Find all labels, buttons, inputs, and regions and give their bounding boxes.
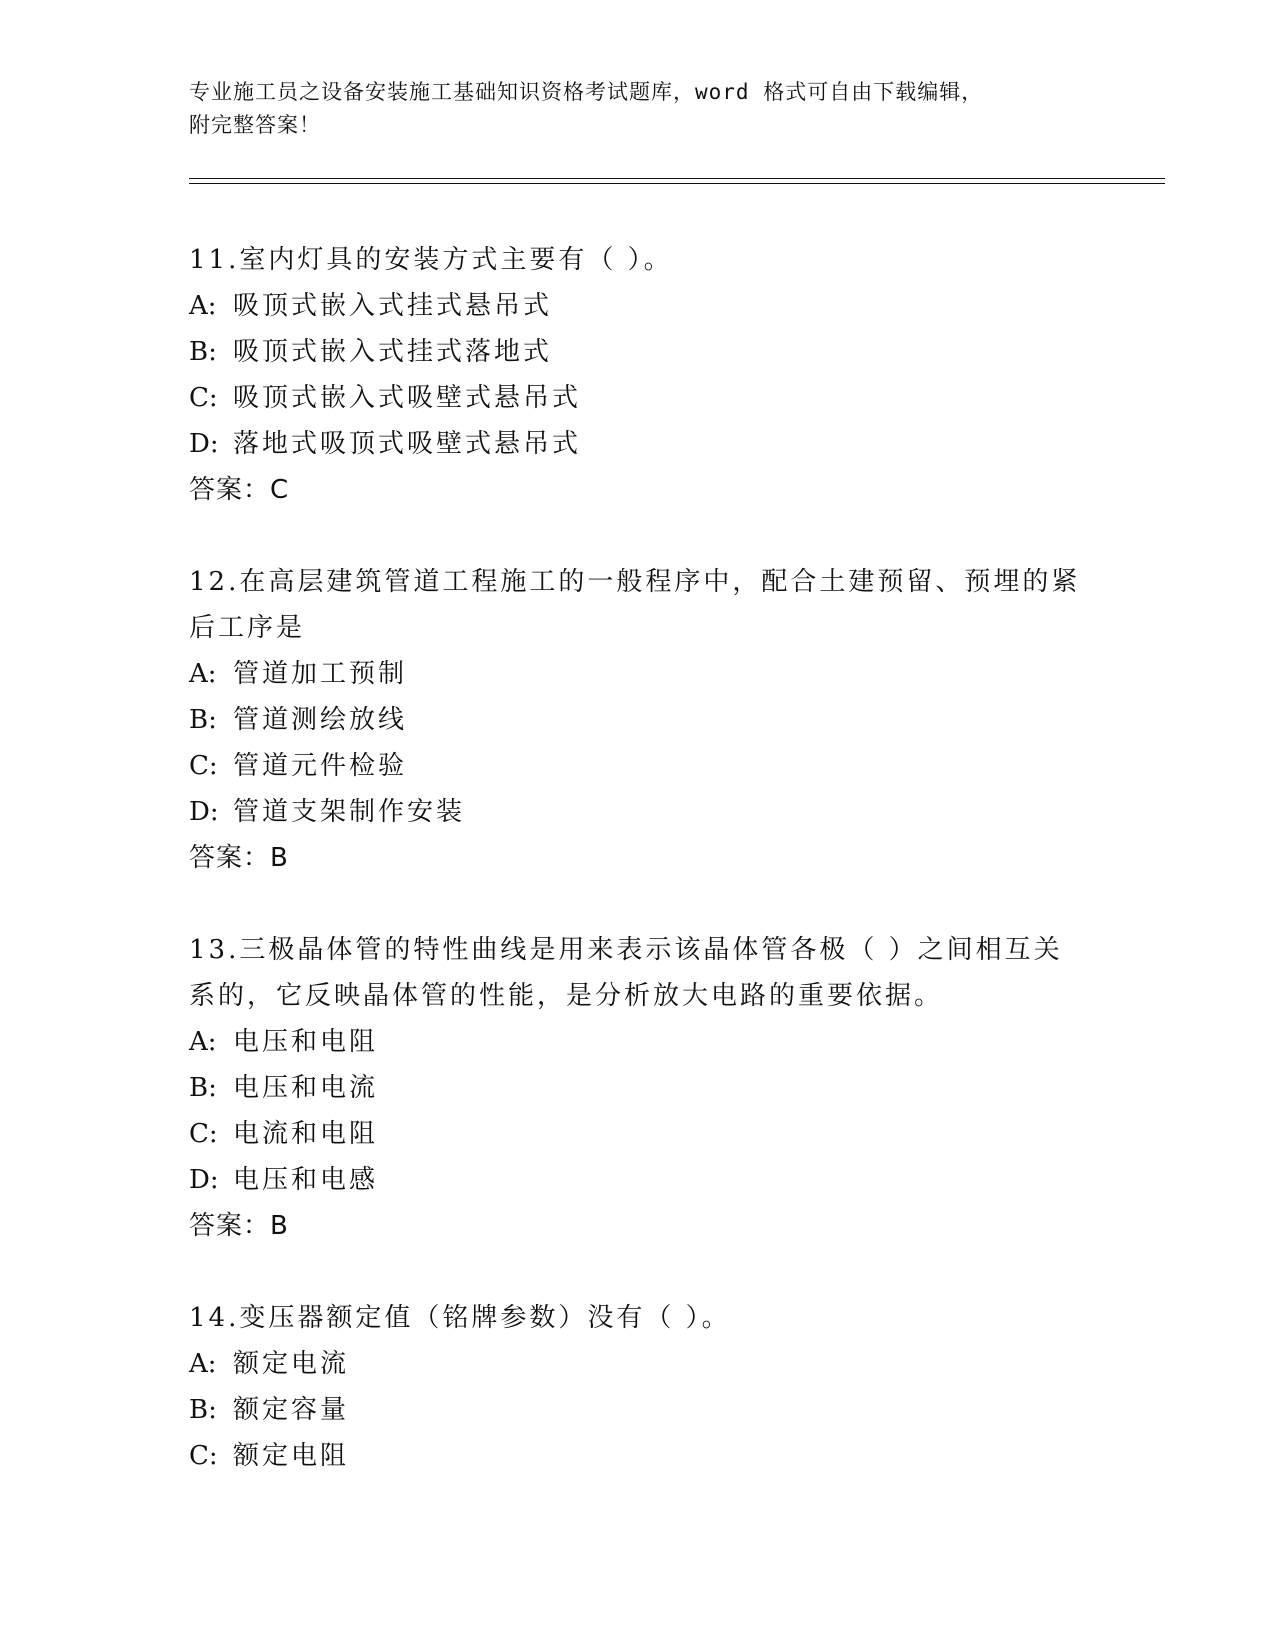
question-14 [189,1295,1089,1479]
option-text: 额定容量 [233,1395,350,1425]
option-text: 吸顶式嵌入式吸壁式悬吊式 [233,383,582,413]
question-text-line-1: 在高层建筑管道工程施工的一般程序中，配合土建预留、预埋的紧 [239,567,1081,597]
option-c [189,1433,1089,1479]
question-stem [189,927,1089,1019]
answer-label: 答案： [189,1211,271,1241]
option-b [189,697,1089,743]
option-a [189,1341,1089,1387]
option-letter: D: [189,1165,219,1195]
header-line-2: 附完整答案！ [189,113,321,137]
answer-label: 答案： [189,475,271,505]
question-list [189,237,1089,1525]
option-letter: B: [189,337,217,367]
question-number: 14. [189,1303,240,1333]
question-number: 12. [189,567,240,597]
answer-line [189,467,1089,513]
option-text: 管道测绘放线 [233,705,408,735]
option-letter: A: [189,659,217,689]
option-letter: A: [189,1027,217,1057]
option-a [189,1019,1089,1065]
option-c [189,1111,1089,1157]
option-letter: C: [189,1441,218,1471]
header-line-1: 专业施工员之设备安装施工基础知识资格考试题库，word 格式可自由下载编辑， [189,80,984,104]
option-d [189,421,1089,467]
option-letter: A: [189,1349,217,1379]
answer-value: B [270,1211,289,1241]
option-text: 吸顶式嵌入式挂式落地式 [233,337,553,367]
option-c [189,375,1089,421]
option-b [189,1065,1089,1111]
option-text: 电流和电阻 [233,1119,379,1149]
option-b [189,329,1089,375]
option-d [189,789,1089,835]
option-b [189,1387,1089,1433]
option-text: 管道元件检验 [233,751,408,781]
option-letter: C: [189,1119,218,1149]
option-text: 吸顶式嵌入式挂式悬吊式 [233,291,553,321]
option-c [189,743,1089,789]
question-stem [189,1295,1089,1341]
option-text: 额定电阻 [233,1441,350,1471]
option-text: 额定电流 [233,1349,350,1379]
option-a [189,651,1089,697]
question-text-line-1: 变压器额定值（铭牌参数）没有（ ）。 [239,1303,731,1333]
question-12 [189,559,1089,881]
option-letter: D: [189,797,219,827]
answer-value: C [270,475,290,505]
question-text-line-1: 三极晶体管的特性曲线是用来表示该晶体管各极（ ）之间相互关 [239,935,1063,965]
option-letter: D: [189,429,219,459]
option-a [189,283,1089,329]
option-letter: B: [189,1073,217,1103]
question-stem [189,237,1089,283]
question-number: 11. [189,245,240,275]
option-letter: B: [189,705,217,735]
question-text-line-2: 系的，它反映晶体管的性能，是分析放大电路的重要依据。 [189,981,944,1011]
answer-label: 答案： [189,843,271,873]
answer-value: B [270,843,289,873]
option-letter: B: [189,1395,217,1425]
answer-line [189,835,1089,881]
question-text-line-2: 后工序是 [189,613,306,643]
header-divider-top [189,178,1165,179]
document-header [189,76,1089,142]
question-stem [189,559,1089,651]
question-13 [189,927,1089,1249]
option-text: 电压和电感 [233,1165,379,1195]
header-divider-bottom [189,183,1165,184]
option-text: 电压和电流 [233,1073,379,1103]
option-letter: A: [189,291,217,321]
option-d [189,1157,1089,1203]
question-number: 13. [189,935,240,965]
question-text-line-1: 室内灯具的安装方式主要有（ ）。 [239,245,673,275]
question-11 [189,237,1089,513]
option-letter: C: [189,383,218,413]
option-text: 管道加工预制 [233,659,408,689]
option-text: 电压和电阻 [233,1027,379,1057]
answer-line [189,1203,1089,1249]
option-text: 落地式吸顶式吸壁式悬吊式 [233,429,582,459]
option-letter: C: [189,751,218,781]
option-text: 管道支架制作安装 [233,797,466,827]
